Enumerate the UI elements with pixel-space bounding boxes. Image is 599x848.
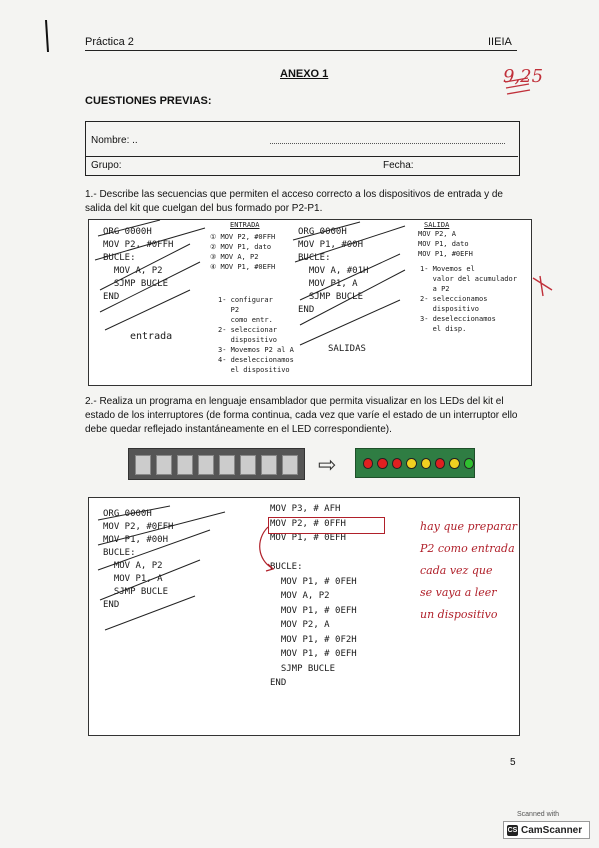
annex-title: ANEXO 1 [280, 68, 329, 80]
group-label: Grupo: [91, 160, 122, 171]
score-mark: 9,25 [503, 66, 544, 87]
header-right: IIEIA [488, 36, 512, 48]
strike-lines-right-1 [293, 222, 405, 345]
red-arrow [260, 527, 272, 568]
strike-lines-left-1 [95, 220, 205, 330]
scanner-caption: Scanned with [517, 811, 560, 818]
arrow-right-icon: ⇨ [318, 452, 337, 477]
scanner-brand: CamScanner [521, 824, 583, 836]
section-title: CUESTIONES PREVIAS: [85, 95, 212, 107]
entrada-header: ENTRADA [230, 221, 260, 229]
teacher-comment: hay que preparar P2 como entrada cada vez que se vaya a leer un dispositivo [420, 520, 517, 621]
answer-1-right-code: ORG 0000H MOV P1, #00H BUCLE: MOV A, #01H MOV P1, A SJMP BUCLE END [298, 227, 369, 315]
salida-notes: 1- Movemos el valor del acumulador a P2 2- seleccionamos dispositivo 3- deseleccionamos el disp. [420, 265, 517, 333]
header-left: Práctica 2 [85, 36, 134, 48]
entrada-steps: ① MOV P2, #0FFH ② MOV P1, dato ③ MOV A, P2 ④ MOV P1, #0EFH [210, 233, 276, 271]
entrada-notes: 1- configurar P2 como entr. 2- seleccionar dispositivo 3- Movemos P2 al A 4- deseleccionamos el dispositivo [218, 296, 294, 374]
red-mark [533, 276, 552, 296]
salida-header: SALIDA [424, 221, 450, 229]
date-label: Fecha: [383, 160, 414, 171]
salida-steps: MOV P2, A MOV P1, dato MOV P1, #0EFH [418, 230, 473, 258]
camscanner-logo-icon: CS [507, 826, 518, 834]
strike-lines-left-2 [98, 506, 225, 630]
answer-1-right-label: SALIDAS [328, 344, 366, 354]
answer-1-left-code: ORG 0000H MOV P2, #0FFH BUCLE: MOV A, P2 SJMP BUCLE END [103, 227, 174, 302]
score-underline [505, 78, 530, 94]
answer-1-left-label: entrada [130, 331, 173, 342]
answer-2-right-code: MOV P3, # AFH MOV P2, # 0FFH MOV P1, # 0EFH BUCLE: MOV P1, # 0FEH MOV A, P2 MOV P1, # 0EFH MOV P2, A MOV P1, # 0F2H MOV P1, # 0EFH SJMP BUCLE END [270, 504, 357, 688]
question-2: 2.- Realiza un programa en lenguaje ensamblador que permita visualizar en los LEDs del kit el estado de los interruptores (de forma continua, cada vez que varíe el estado de un interruptor ello debe quedar reflejado instantáneamente en el LED correspondiente). [85, 396, 518, 435]
name-label: Nombre: .. [91, 135, 138, 146]
pen-stroke [46, 20, 48, 52]
question-1: 1.- Describe las secuencias que permiten el acceso correcto a los dispositivos de entrada y de salida del kit que cuelgan del bus formado por P2-P1. [85, 189, 503, 214]
answer-2-left-code: ORG 0000H MOV P2, #0FFH MOV P1, #00H BUCLE: MOV A, P2 MOV P1, A SJMP BUCLE END [103, 509, 174, 610]
page-number: 5 [510, 757, 516, 768]
